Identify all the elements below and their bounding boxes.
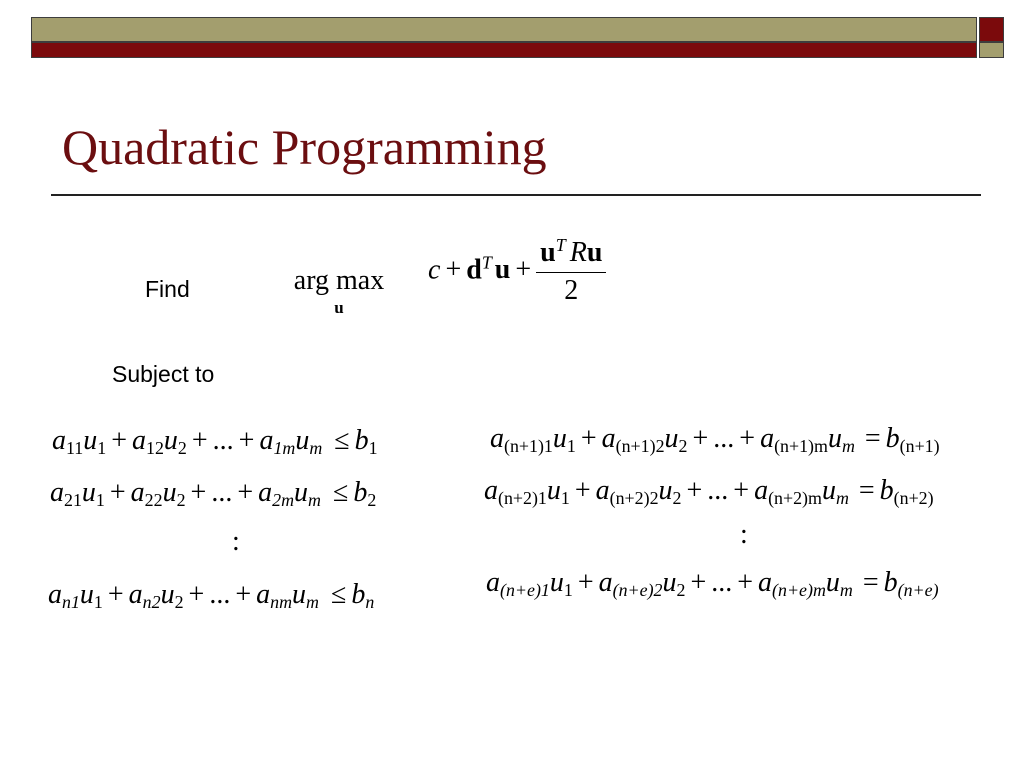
objective-function: $c + d^T$ u + $\frac{u^T Ru}{2}$	[428, 237, 606, 307]
vertical-dots: :	[232, 526, 240, 557]
argmax-operator: arg max u	[293, 265, 385, 317]
header-bar-olive	[31, 17, 977, 42]
subject-to-label: Subject to	[112, 361, 215, 387]
vertical-dots: :	[740, 519, 748, 550]
header-bar-maroon	[31, 42, 977, 58]
find-label: Find	[145, 276, 190, 302]
title-rule	[51, 194, 981, 196]
equality-row: $a_{(n+e)1}u_1 + a_{(n+e)2}u_2$ + ... + $a_{(n+e)m}u_m = b_{(n+e)}$	[486, 567, 939, 601]
equality-row: $a_{(n+2)1}u_1 + a_{(n+2)2}u_2$ + ... + $a_{(n+2)m}u_m = b_{(n+2)}$	[484, 475, 934, 509]
slide-title: Quadratic Programming	[62, 119, 547, 175]
inequality-row: $a_{21}u_1 + a_{22}u_2$ + ... + $a_{2m}u_m \le b_2$	[50, 477, 377, 511]
equality-row: $a_{(n+1)1}u_1 + a_{(n+1)2}u_2$ + ... + $a_{(n+1)m}u_m = b_{(n+1)}$	[490, 423, 940, 457]
inequality-row: $a_{11}u_1 + a_{12}u_2$ + ... + $a_{1m}u_m \le b_1$	[52, 425, 378, 459]
inequality-row: $a_{n1}u_1 + a_{n2}u_2$ + ... + $a_{nm}u_m \le b_n$	[48, 579, 375, 613]
header-square-olive	[979, 42, 1004, 58]
header-square-maroon	[979, 17, 1004, 42]
objective-fraction: $\frac{u^T Ru}{2}$	[536, 237, 606, 307]
